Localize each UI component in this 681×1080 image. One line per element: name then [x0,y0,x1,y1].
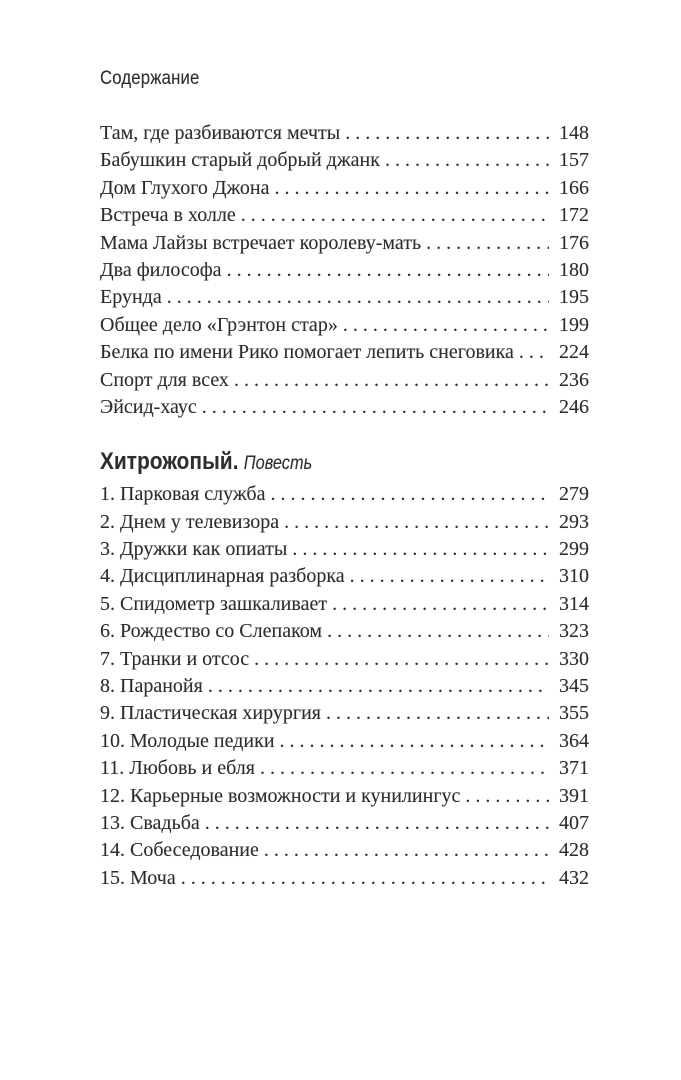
part-heading [100,447,521,477]
toc-entry [100,367,589,394]
toc-entry [100,755,589,782]
toc-entry-title: 8. Паранойя [100,675,203,698]
dot-leader [260,755,549,782]
dot-leader [292,536,549,563]
toc-entry-title: 6. Рождество со Слепаком [100,620,323,643]
dot-leader [519,339,549,366]
toc-entry [100,591,589,618]
toc-entry-page: 407 [559,811,589,834]
toc-entry [100,339,589,366]
toc-sections [100,120,589,892]
toc-entry-title: 3. Дружки как опиаты [100,538,288,561]
dot-leader [181,865,549,892]
toc-entry-title: Дом Глухого Джона [100,176,270,199]
toc-entry [100,481,589,508]
toc-entry [100,284,589,311]
toc-entry-page: 246 [559,395,589,418]
toc-entry-page: 157 [559,149,589,172]
toc-entry [100,673,589,700]
toc-entry [100,783,589,810]
part-title: Хитрожопый. [100,448,239,476]
toc-entry-title: Эйсид-хаус [100,395,197,418]
toc-entry-page: 236 [559,368,589,391]
toc-entry-page: 224 [559,341,589,364]
toc-entry-title: Мама Лайзы встречает королеву-мать [100,231,422,254]
dot-leader [254,646,549,673]
toc-entry-page: 148 [559,122,589,144]
toc-entry [100,865,589,892]
dot-leader [270,481,549,508]
toc-entry-page: 279 [559,483,589,506]
toc-entry-page: 432 [559,866,589,889]
toc-entry-page: 345 [559,675,589,698]
toc-entry-page: 323 [559,620,589,643]
toc-entry-title: 11. Любовь и ебля [100,757,255,780]
toc-entry-page: 330 [559,647,589,670]
dot-leader [350,563,549,590]
toc-list [100,120,589,421]
toc-entry-page: 314 [559,592,589,615]
toc-entry [100,810,589,837]
toc-entry-title: Общее дело «Грэнтон стар» [100,313,338,336]
toc-entry [100,618,589,645]
toc-entry-page: 371 [559,757,589,780]
toc-entry-title: 4. Дисциплинарная разборка [100,565,345,588]
toc-entry-title: 10. Молодые педики [100,729,275,752]
toc-entry-title: Белка по имени Рико помогает лепить снеговика [100,341,514,364]
toc-entry-page: 428 [559,839,589,862]
toc-list [100,481,589,892]
toc-entry-title: 2. Днем у телевизора [100,510,280,533]
toc-entry [100,646,589,673]
toc-entry-title: Встреча в холле [100,204,236,227]
dot-leader [208,673,549,700]
toc-entry-page: 199 [559,313,589,336]
dot-leader [167,284,549,311]
toc-entry [100,175,589,202]
toc-entry-page: 310 [559,565,589,588]
toc-entry [100,312,589,339]
toc-entry-title: Там, где разбиваются мечты [100,122,341,144]
toc-entry-title: 13. Свадьба [100,811,200,834]
toc-entry [100,700,589,727]
dot-leader [202,394,549,421]
dot-leader [426,230,549,257]
dot-leader [241,202,549,229]
toc-entry [100,230,589,257]
dot-leader [234,367,549,394]
dot-leader [465,783,549,810]
dot-leader [284,509,549,536]
toc-entry [100,536,589,563]
dot-leader [264,837,549,864]
toc-entry-page: 166 [559,176,589,199]
part-subtitle: Повесть [243,453,313,475]
toc-entry-page: 195 [559,286,589,309]
dot-leader [327,618,549,645]
dot-leader [332,591,549,618]
toc-entry-page: 364 [559,729,589,752]
toc-entry-title: 9. Пластическая хирургия [100,702,321,725]
toc-entry [100,120,589,147]
dot-leader [343,312,549,339]
dot-leader [205,810,549,837]
toc-entry [100,509,589,536]
toc-entry [100,394,589,421]
toc-entry [100,202,589,229]
toc-entry-title: 15. Моча [100,866,176,889]
toc-entry-title: 12. Карьерные возможности и кунилингус [100,784,461,807]
toc-entry-title: 1. Парковая служба [100,483,266,506]
contents-header: Содержание [100,68,200,89]
toc-entry-page: 172 [559,204,589,227]
toc-entry [100,147,589,174]
toc-entry-title: Ерунда [100,286,162,309]
dot-leader [385,147,549,174]
dot-leader [274,175,549,202]
toc-entry [100,257,589,284]
toc-entry-title: 14. Собеседование [100,839,259,862]
toc-entry [100,837,589,864]
dot-leader [326,700,549,727]
toc-entry-title: 7. Транки и отсос [100,647,250,670]
toc-entry-page: 180 [559,258,589,281]
toc-entry-title: Спорт для всех [100,368,229,391]
toc-entry-title: Два философа [100,258,222,281]
dot-leader [345,120,549,147]
dot-leader [280,728,549,755]
toc-entry [100,563,589,590]
toc-entry-title: Бабушкин старый добрый джанк [100,149,380,172]
toc-entry [100,728,589,755]
toc-entry-page: 391 [559,784,589,807]
dot-leader [227,257,549,284]
toc-entry-page: 293 [559,510,589,533]
toc-entry-page: 176 [559,231,589,254]
toc-entry-page: 355 [559,702,589,725]
toc-entry-page: 299 [559,538,589,561]
toc-entry-title: 5. Спидометр зашкаливает [100,592,328,615]
